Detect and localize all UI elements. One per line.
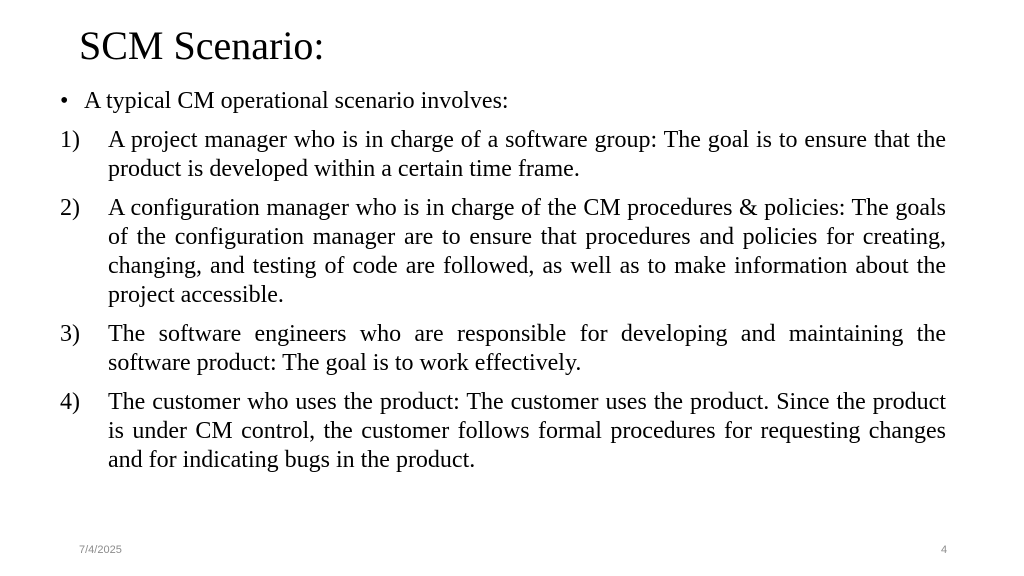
- list-item: [60, 194, 946, 310]
- slide-body: [60, 87, 946, 485]
- item-text: The customer who uses the product: The customer uses the product. Since the product is under CM control, the customer follows formal procedures for requesting changes and for indicating bugs in the product.: [108, 389, 946, 473]
- item-number: 3): [60, 321, 80, 347]
- bullet-marker: •: [60, 88, 69, 114]
- intro-bullet: [60, 87, 946, 116]
- list-item: [60, 388, 946, 475]
- item-number: 2): [60, 195, 80, 221]
- item-text: A configuration manager who is in charge of the CM procedures & policies: The goals of the configuration manager are to ensure that procedures and policies for creating, changing, and testing of code are followed, as well as to make information about the project accessible.: [108, 195, 946, 308]
- item-text: A project manager who is in charge of a software group: The goal is to ensure that the product is developed within a certain time frame.: [108, 127, 946, 182]
- item-text: The software engineers who are responsible for developing and maintaining the software product: The goal is to work effectively.: [108, 321, 946, 376]
- item-number: 1): [60, 127, 80, 153]
- intro-text: A typical CM operational scenario involves:: [84, 88, 509, 114]
- list-item: [60, 320, 946, 378]
- page-number: 4: [941, 544, 948, 556]
- item-number: 4): [60, 389, 80, 415]
- list-item: [60, 126, 946, 184]
- slide-title: SCM Scenario:: [79, 23, 325, 68]
- footer-date: 7/4/2025: [79, 544, 122, 556]
